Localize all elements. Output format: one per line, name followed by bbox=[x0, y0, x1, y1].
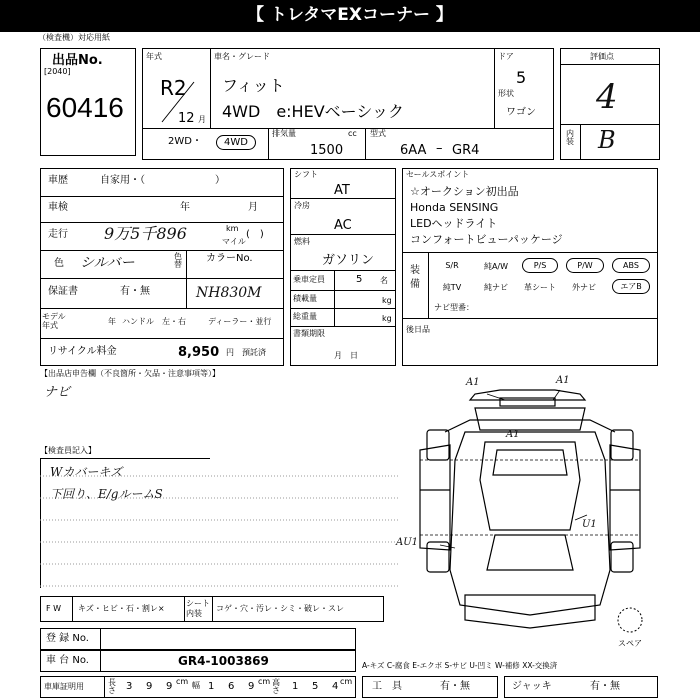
width-digit-3: 9 bbox=[248, 681, 255, 692]
model-code: 6AA bbox=[400, 143, 427, 158]
weight-label: 総重量 bbox=[293, 312, 317, 321]
sales-label: セールスポイント bbox=[406, 170, 470, 179]
year-label: 年式 bbox=[146, 52, 162, 61]
load-unit: kg bbox=[382, 296, 392, 305]
equip-pw: P/W bbox=[566, 258, 604, 273]
cert-label: 車庫証明用 bbox=[44, 682, 84, 691]
inspector-line-1: Wカバーキズ bbox=[50, 465, 123, 479]
lot-label: 出品No. bbox=[52, 53, 103, 68]
dealer: ディーラー・並行 bbox=[208, 317, 272, 326]
len-cm: cm bbox=[176, 677, 189, 686]
len-digit-1: 3 bbox=[126, 681, 133, 692]
fuel-value: ガソリン bbox=[322, 253, 375, 268]
year-month: 12 bbox=[178, 111, 195, 126]
inspection-month: 月 bbox=[248, 202, 258, 213]
equip-tv: 純TV bbox=[442, 283, 462, 292]
width-digit-1: 1 bbox=[208, 681, 215, 692]
color-no-value: NH830M bbox=[196, 285, 262, 301]
len-label: 長さ bbox=[108, 678, 116, 695]
model-label: 車名・グレード bbox=[214, 52, 270, 61]
tools-value: 有・無 bbox=[440, 681, 470, 692]
len-digit-3: 9 bbox=[166, 681, 173, 692]
equipment-label: 装備 bbox=[410, 265, 420, 290]
score: 4 bbox=[596, 77, 618, 117]
banner-title: 【 トレタマEXコーナー 】 bbox=[247, 5, 453, 25]
ac-value: AC bbox=[334, 218, 352, 233]
seat-values: コゲ・穴・汚レ・シミ・破レ・スレ bbox=[216, 604, 344, 613]
car-diagram bbox=[405, 370, 655, 645]
mileage-value: 9万5千896 bbox=[104, 224, 187, 243]
fuel-label: 燃料 bbox=[294, 237, 310, 246]
height-digit-2: 5 bbox=[312, 681, 319, 692]
type-label: 型式 bbox=[370, 129, 386, 138]
mileage-unit-mile: マイル bbox=[222, 237, 246, 246]
details-box bbox=[40, 168, 284, 366]
dmg-label-4: AU1 bbox=[396, 537, 419, 548]
width-digit-2: 6 bbox=[228, 681, 235, 692]
month-suffix: 月 bbox=[198, 115, 206, 124]
dmg-label-3: A1 bbox=[506, 429, 520, 440]
equip-alloy: 純A/W bbox=[483, 262, 509, 271]
equip-leather: 革シート bbox=[524, 283, 556, 292]
recycle-value: 8,950 bbox=[178, 345, 220, 360]
height-label: 高さ bbox=[272, 678, 280, 695]
doors-label: ドア bbox=[498, 52, 514, 61]
capacity-label: 乗車定員 bbox=[293, 275, 325, 284]
drive-selected: 4WD bbox=[216, 135, 256, 150]
doors: 5 bbox=[516, 68, 527, 87]
chassis-value: GR4-1003869 bbox=[178, 654, 269, 668]
inspector-label: 【検査員記入】 bbox=[40, 446, 96, 455]
interior-label: 内装 bbox=[566, 129, 574, 146]
shift-value: AT bbox=[334, 183, 350, 198]
record-unit: 月 日 bbox=[334, 351, 358, 360]
width-label: 幅 bbox=[192, 681, 200, 690]
weight-unit: kg bbox=[382, 314, 392, 323]
dmg-label-2: A1 bbox=[556, 375, 570, 386]
dmg-label-1: A1 bbox=[466, 377, 480, 388]
grade: 4WD e:HEVベーシック bbox=[222, 102, 405, 121]
displacement: 1500 bbox=[310, 143, 344, 158]
model-code-2: GR4 bbox=[452, 143, 480, 158]
fw-label: F W bbox=[46, 604, 62, 613]
lot-number: 60416 bbox=[46, 92, 124, 123]
history-value: 自家用・（ ） bbox=[100, 175, 225, 186]
warranty-value: 有・無 bbox=[120, 286, 150, 297]
equip-ext-navi: 外ナビ bbox=[572, 283, 596, 292]
inspection-label: 車検 bbox=[48, 202, 68, 213]
handle: ハンドル 左・右 bbox=[122, 317, 186, 326]
inspection-year: 年 bbox=[180, 202, 190, 213]
remarks-label: 【出品店申告欄（不良箇所・欠品・注意事項等）】 bbox=[40, 369, 220, 378]
corner-code: [2040] bbox=[44, 67, 71, 76]
color-change: 色替 bbox=[174, 252, 182, 269]
recycle-label: リサイクル料金 bbox=[48, 346, 117, 357]
mileage-label: 走行 bbox=[48, 229, 68, 240]
top-note: （検査機）対応用紙 bbox=[38, 33, 110, 42]
sales-line-4: コンフォートビューパッケージ bbox=[410, 233, 563, 246]
jack-label: ジャッキ bbox=[512, 681, 552, 692]
ac-label: 冷房 bbox=[294, 201, 310, 210]
dmg-label-5: U1 bbox=[582, 519, 597, 530]
remarks-note: ナビ bbox=[44, 385, 71, 400]
warranty-label: 保証書 bbox=[48, 286, 78, 297]
model-year-label: モデル年式 bbox=[42, 312, 66, 330]
seat-label: シート内装 bbox=[186, 599, 210, 618]
fw-values: キズ・ヒビ・石・割レ× bbox=[78, 604, 165, 613]
navi-type: ナビ型番： bbox=[434, 303, 474, 312]
mileage-paren: ( ) bbox=[246, 229, 264, 240]
equip-airbag: エアB bbox=[612, 279, 650, 294]
after-date-label: 後日品 bbox=[406, 325, 430, 334]
drive-options: 2WD・ bbox=[168, 136, 202, 147]
equip-navi: 純ナビ bbox=[484, 283, 508, 292]
chassis-label: 車 台 No. bbox=[46, 655, 89, 666]
shift-label: シフト bbox=[294, 170, 318, 179]
record-label: 書類期限 bbox=[293, 329, 325, 338]
color-value: シルバー bbox=[80, 255, 135, 271]
model-code-sep: – bbox=[436, 141, 443, 156]
model-year-unit: 年 bbox=[108, 317, 116, 326]
sales-line-3: LEDヘッドライト bbox=[410, 217, 498, 230]
model-name: フィット bbox=[222, 76, 285, 95]
recycle-unit: 円 預託済 bbox=[226, 348, 266, 357]
equip-ps: P/S bbox=[522, 258, 558, 273]
tools-label: 工 具 bbox=[372, 681, 402, 692]
height-cm: cm bbox=[340, 677, 353, 686]
inspector-line-2: 下回り、E/gルームS bbox=[50, 487, 163, 501]
reg-label: 登 録 No. bbox=[46, 633, 89, 644]
jack-value: 有・無 bbox=[590, 681, 620, 692]
color-label: 色 bbox=[54, 258, 64, 269]
equip-abs: ABS bbox=[612, 258, 650, 273]
damage-legend: A-キズ C-腐食 E-エクボ S-サビ U-凹ミ W-補修 XX-交換済 bbox=[362, 661, 558, 670]
equip-sr: S/R bbox=[445, 261, 459, 270]
interior-score: B bbox=[598, 126, 616, 154]
sales-line-1: ☆オークション初出品 bbox=[410, 185, 519, 198]
len-digit-2: 9 bbox=[146, 681, 153, 692]
capacity-unit: 名 bbox=[380, 276, 388, 285]
inspector-lines bbox=[40, 460, 410, 600]
height-digit-3: 4 bbox=[332, 681, 339, 692]
displacement-label: 排気量 bbox=[272, 129, 296, 138]
capacity-value: 5 bbox=[356, 274, 363, 285]
color-no-label: カラーNo. bbox=[206, 253, 253, 264]
sales-line-2: Honda SENSING bbox=[410, 201, 499, 214]
spare-label: スペア bbox=[618, 639, 642, 648]
history-label: 車歴 bbox=[48, 175, 68, 186]
height-digit-1: 1 bbox=[292, 681, 299, 692]
body-type: ワゴン bbox=[506, 107, 536, 118]
mileage-unit-km: km bbox=[226, 224, 239, 233]
cc-label: cc bbox=[348, 129, 357, 138]
score-label: 評価点 bbox=[590, 52, 614, 61]
width-cm: cm bbox=[258, 677, 271, 686]
body-label: 形状 bbox=[498, 89, 514, 98]
year-era: R2 bbox=[160, 76, 187, 100]
load-label: 積載量 bbox=[293, 294, 317, 303]
